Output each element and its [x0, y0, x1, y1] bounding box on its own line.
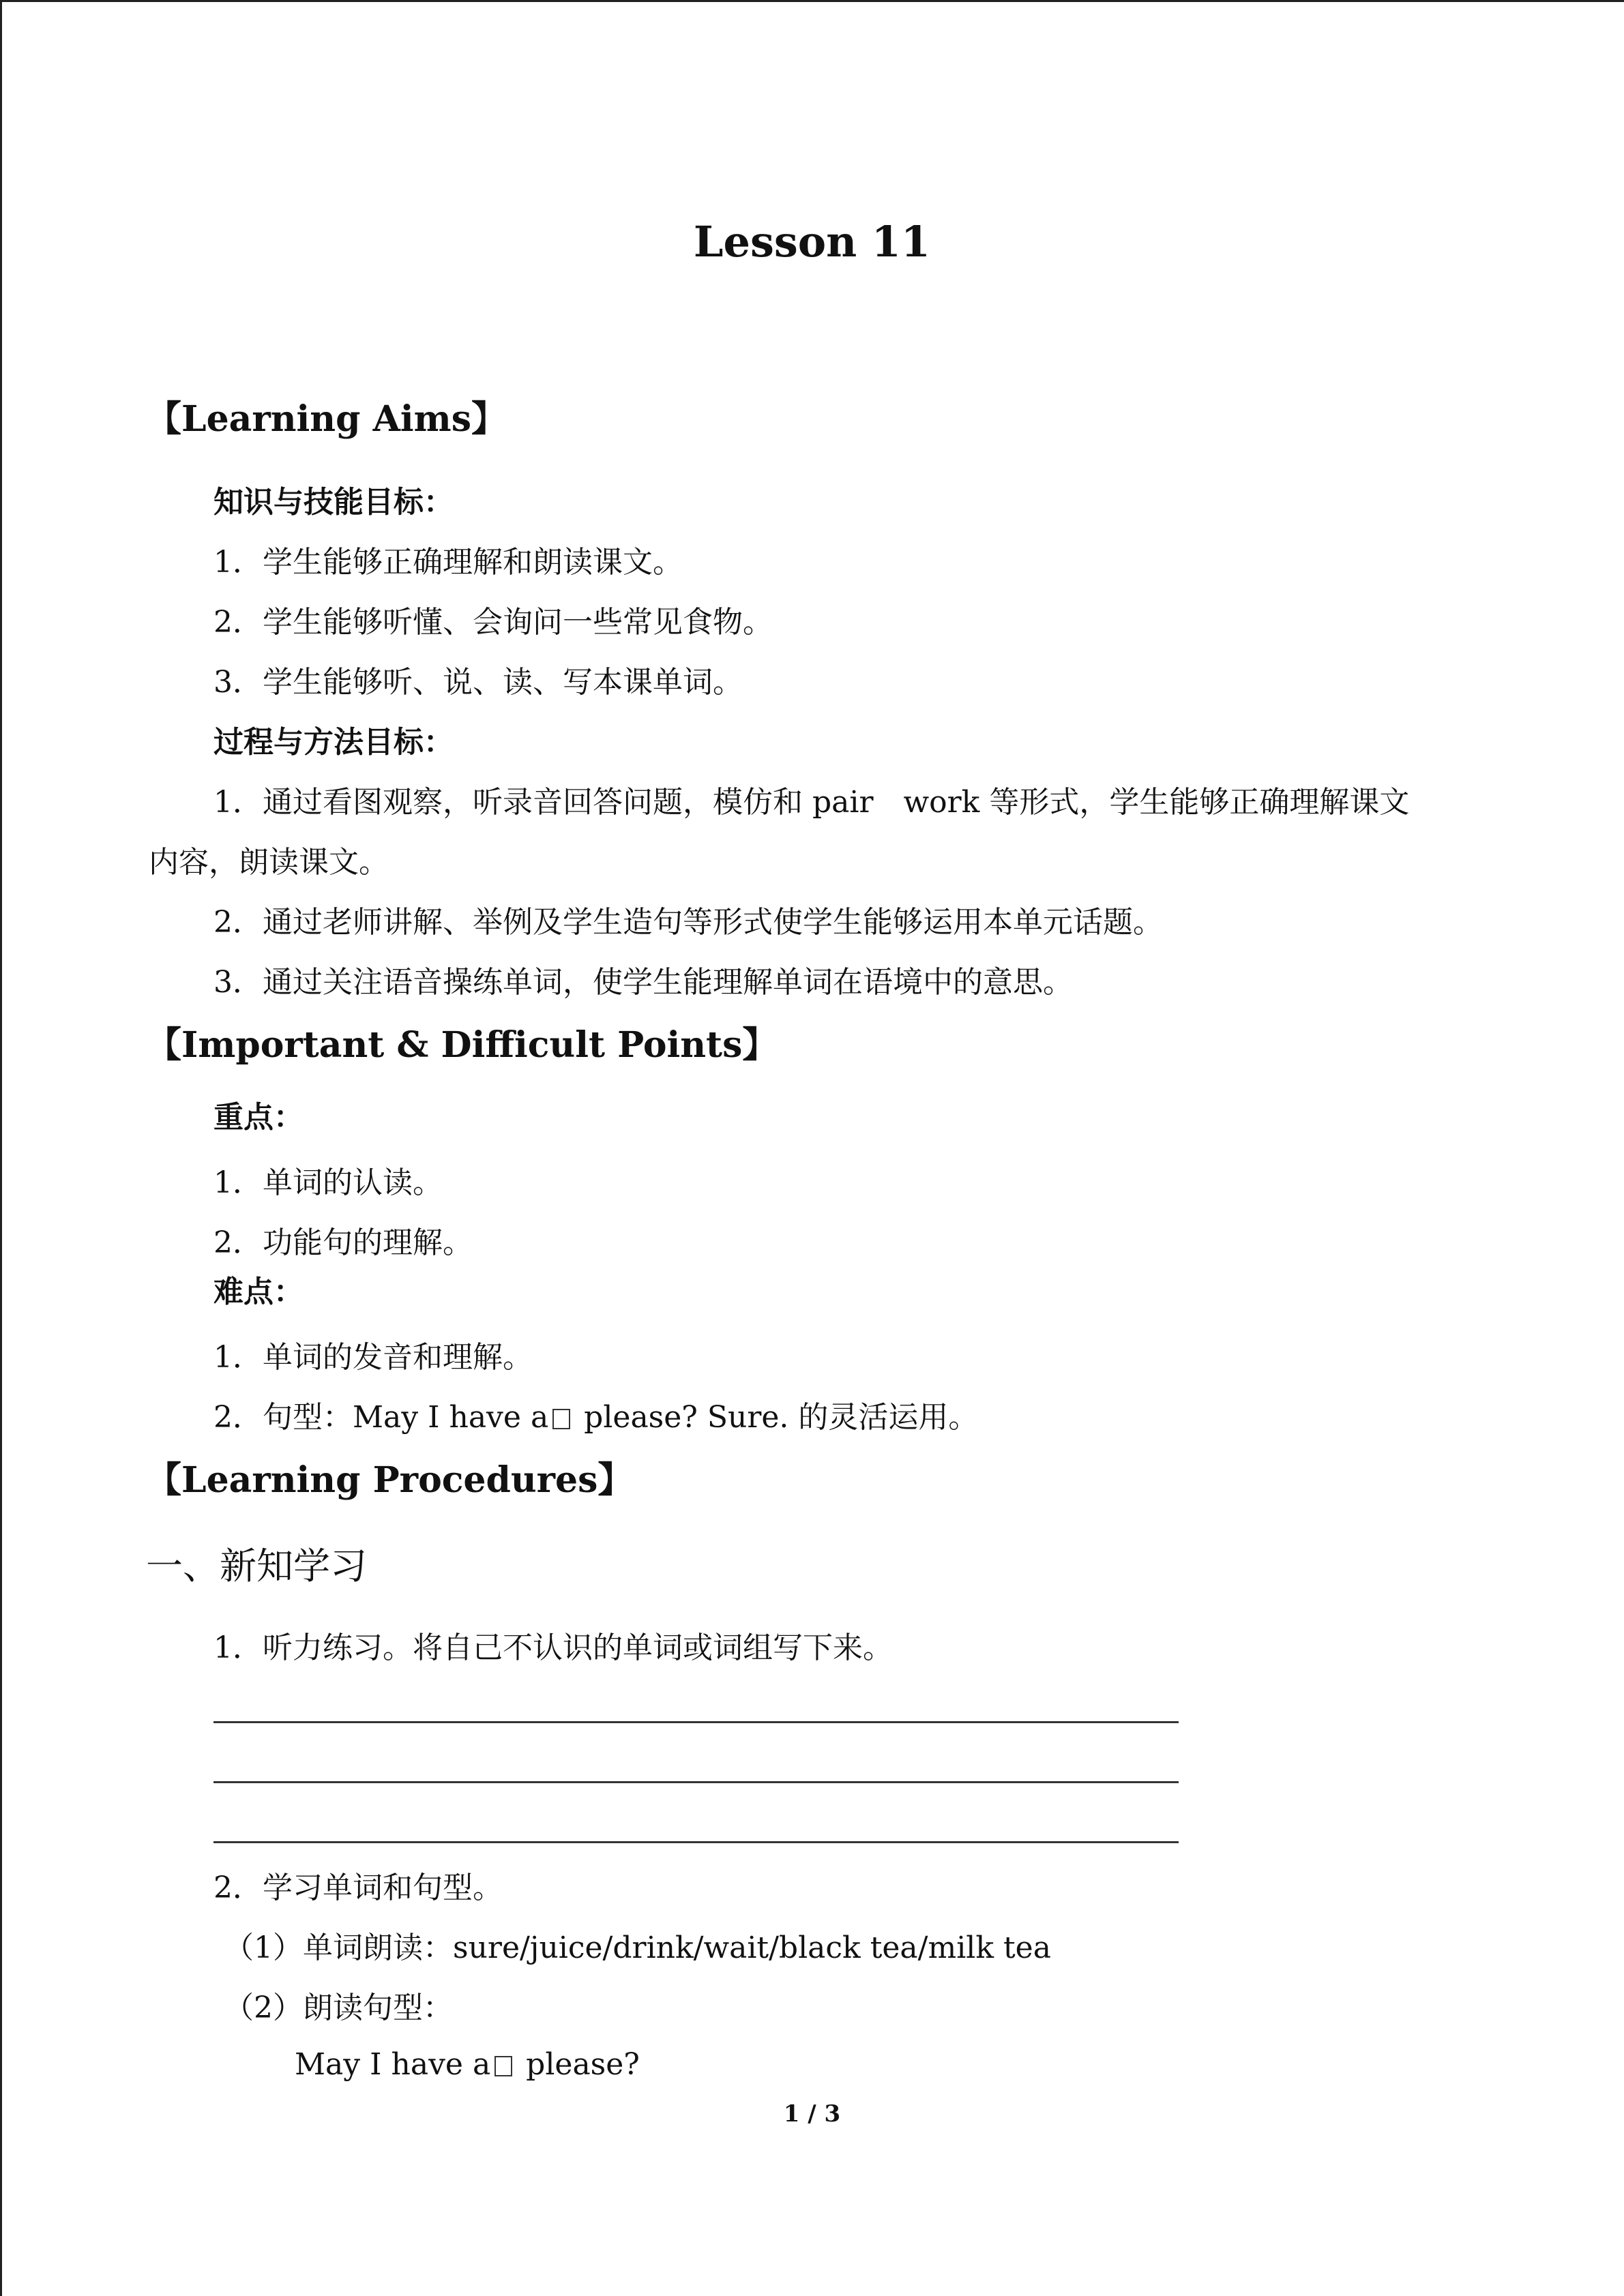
answer-line-2 — [213, 1781, 1179, 1783]
answer-line-3 — [213, 1841, 1179, 1843]
difficult-point-2 — [213, 1392, 978, 1436]
difficult-point-1: 1．单词的发音和理解。 — [213, 1340, 533, 1375]
step-2-title: 2．学习单词和句型。 — [213, 1870, 503, 1905]
step-2-sentences-title: （2）朗读句型： — [224, 1991, 453, 2025]
important-points-heading: 【Important & Difficult Points】 — [146, 1024, 778, 1066]
difficult-points-title: 难点： — [213, 1274, 304, 1309]
learning-procedures-heading: 【Learning Procedures】 — [146, 1459, 634, 1501]
knowledge-goal-1: 1．学生能够正确理解和朗读课文。 — [213, 545, 683, 580]
page-border-left — [0, 0, 2, 2296]
process-goal-3: 3．通过关注语音操练单词，使学生能理解单词在语境中的意思。 — [213, 965, 1073, 1000]
step-1-listening: 1．听力练习。将自己不认识的单词或词组写下来。 — [213, 1630, 893, 1665]
lesson-title: Lesson 11 — [693, 217, 931, 267]
key-points-title: 重点： — [213, 1100, 304, 1135]
key-point-1: 1．单词的认读。 — [213, 1165, 443, 1200]
process-goals-title: 过程与方法目标： — [213, 725, 454, 760]
difficult-point-2-prefix: 2．句型：May I have a — [213, 1400, 549, 1435]
process-goal-1-line-1: 1．通过看图观察，听录音回答问题，模仿和 pair work 等形式，学生能够正确理解课文 — [213, 785, 1410, 820]
learning-aims-heading: 【Learning Aims】 — [146, 398, 507, 440]
knowledge-goal-3: 3．学生能够听、说、读、写本课单词。 — [213, 665, 743, 700]
step-2-words: （1）单词朗读：sure/juice/drink/wait/black tea/milk tea — [224, 1930, 1051, 1965]
part-1-title: 一、新知学习 — [146, 1545, 367, 1587]
sentence-pattern-prefix: May I have a — [295, 2047, 491, 2082]
blank-box-icon — [494, 2056, 512, 2076]
process-goal-2: 2．通过老师讲解、举例及学生造句等形式使学生能够运用本单元话题。 — [213, 905, 1163, 940]
difficult-point-2-suffix: please? Sure. 的灵活运用。 — [574, 1400, 979, 1435]
blank-box-icon — [552, 1409, 570, 1429]
page-border-top — [0, 0, 1624, 2]
key-point-2: 2．功能句的理解。 — [213, 1225, 473, 1260]
sentence-pattern — [295, 2047, 640, 2082]
sentence-pattern-suffix: please? — [516, 2047, 640, 2082]
answer-line-1 — [213, 1721, 1179, 1723]
process-goal-1-line-2: 内容，朗读课文。 — [149, 845, 389, 880]
knowledge-goals-title: 知识与技能目标： — [213, 485, 454, 520]
page-number: 1 / 3 — [783, 2100, 841, 2128]
knowledge-goal-2: 2．学生能够听懂、会询问一些常见食物。 — [213, 605, 773, 640]
